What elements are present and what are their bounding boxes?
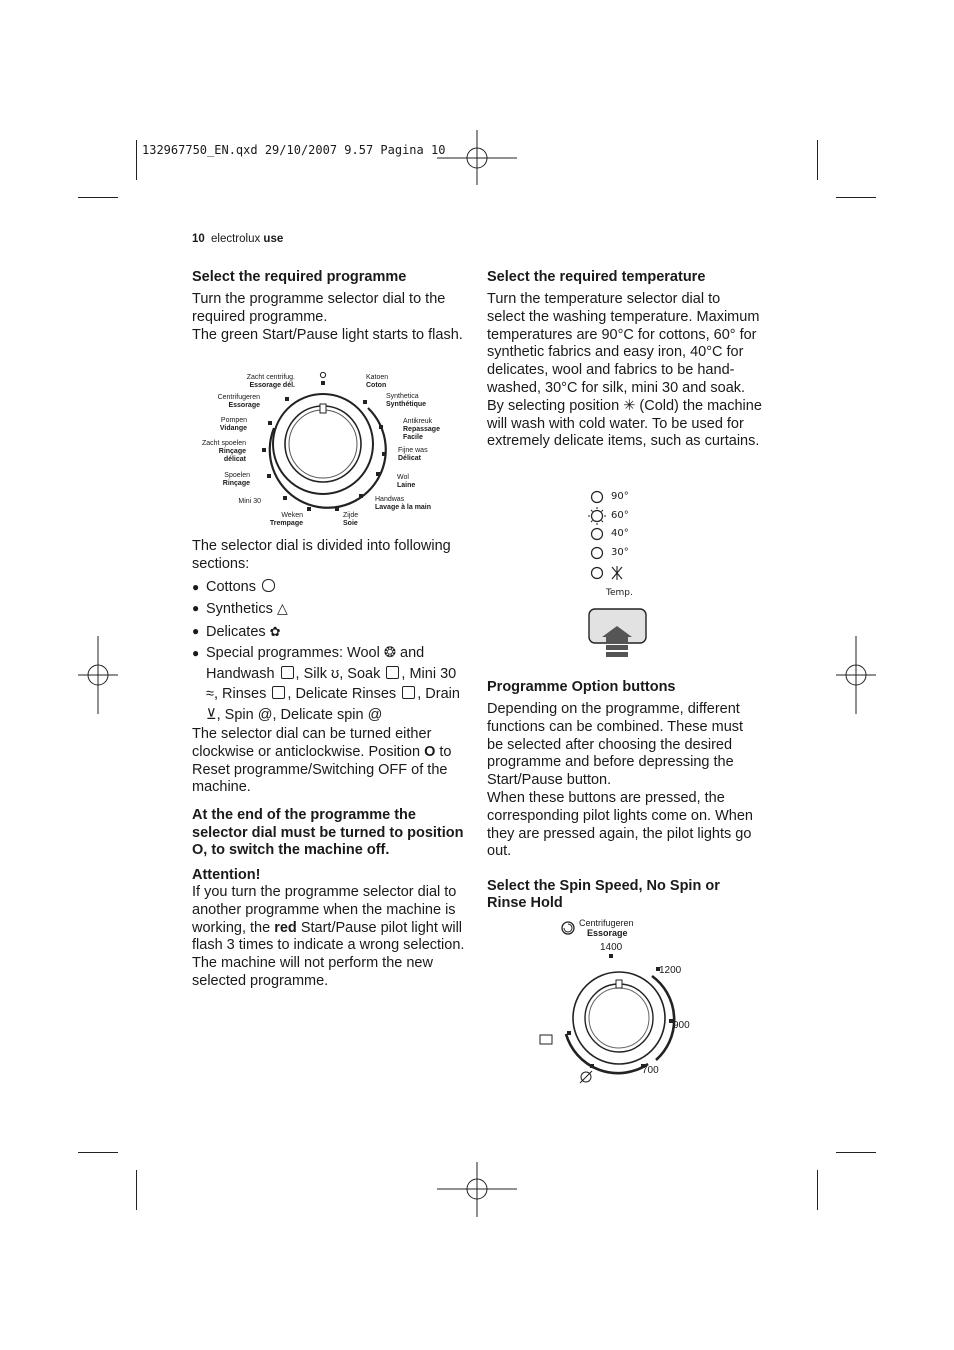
para-programme-line-2: The green Start/Pause light starts to flash. (192, 326, 463, 343)
delicates-icon: ✿ (269, 623, 281, 639)
para-cold: By selecting position ✳ (Cold) the machine will wash with cold water. To be used for extremely delicate items, such as curtains. (487, 397, 762, 450)
heading-select-temperature: Select the required temperature (487, 269, 706, 285)
left-column (192, 269, 467, 344)
synthetics-icon: △ (276, 600, 288, 617)
spin-dial (530, 914, 710, 1089)
crop-mark (78, 197, 118, 198)
dial-label-drain: Pompen Vidange (219, 417, 247, 432)
delicate-rinses-icon (402, 686, 415, 699)
rinses-icon (272, 686, 285, 699)
spin-label-top: Centrifugeren Essorage (579, 918, 634, 938)
left-column-lower (192, 538, 467, 991)
dial-label-wool: Wol Laine (397, 474, 416, 489)
list-item-synthetics: ● Synthetics △ (192, 598, 467, 621)
right-column (487, 269, 762, 451)
crop-mark (136, 140, 137, 180)
spin-speed-900: 900 (673, 1020, 690, 1031)
bold-end-warning: At the end of the programme the selector dial must be turned to position O, to switch the machine off. (192, 807, 464, 859)
spin-speed-700: 700 (642, 1065, 659, 1076)
registration-mark-left (78, 636, 118, 714)
programme-list (192, 577, 467, 726)
section-name: use (263, 233, 284, 245)
crop-mark (136, 1170, 137, 1210)
page-header (192, 233, 283, 245)
brand-name: electrolux (211, 233, 261, 245)
dial-label-easy-iron: Antikreuk Repassage Facile (403, 418, 440, 441)
temp-60: 60° (611, 510, 629, 521)
list-item-cottons: ● Cottons (192, 577, 467, 599)
dial-label-fine-wash: Fijne was Délicat (398, 447, 428, 462)
para-programme-line-1: Turn the programme selector dial to the required programme. (192, 291, 446, 325)
handwash-icon (281, 666, 294, 679)
dial-label-soak: Weken Trempage (269, 512, 303, 527)
dial-label-synthetics: Synthetica Synthétique (386, 393, 427, 408)
crop-mark (836, 1152, 876, 1153)
dial-label-silk: Zijde Soie (343, 512, 359, 527)
spin-dial-figure (530, 914, 710, 1089)
attention-heading: Attention! (192, 867, 261, 884)
registration-mark-right (836, 636, 876, 714)
cotton-icon (262, 579, 275, 592)
dial-label-cotton: Katoen Coton (366, 374, 389, 389)
dial-label-mini30: Mini 30 (238, 498, 261, 505)
dial-label-delicate-rinse: Zacht spoelen Rinçage délicat (202, 440, 246, 463)
para-options-1: Depending on the programme, different functions can be combined. These must be selected after choosing the desired programme and before depressing the Start/Pause button. (487, 701, 744, 789)
silk-icon: ʊ (331, 665, 340, 682)
drain-icon: ⊻ (206, 706, 217, 723)
para-options-2: When these buttons are pressed, the corresponding pilot lights come on. When they are pressed again, the pilot lights go out. (487, 789, 753, 860)
crop-mark (817, 140, 818, 180)
temp-label: Temp. (606, 588, 633, 598)
list-item-special: ● Special programmes: Wool ❂ and Handwash , Silk ʊ, Soak , Mini 30 ≈, Rinses , Delicate Rinses , Drain ⊻, Spin @, Delicate spin @ (192, 643, 467, 725)
delicate-spin-icon: @ (367, 706, 383, 723)
para-temperature: Turn the temperature selector dial to select the washing temperature. Maximum temperatures are 90°C for cottons, 60° for synthetic fabrics and easy iron, 40°C for delicates, wool and fabrics to be hand-washed, 30°C for silk, mini 30 and soak. (487, 291, 760, 396)
temperature-selector (588, 488, 658, 663)
para-sections: The selector dial is divided into following sections: (192, 538, 451, 572)
temp-30: 30° (611, 547, 629, 558)
heading-spin-speed: Select the Spin Speed, No Spin or Rinse Hold (487, 878, 720, 912)
attention-text: If you turn the programme selector dial to another programme when the machine is working, the red Start/Pause pilot light will flash 3 times to indicate a wrong selection. The machine will not perform the new selected programme. (192, 884, 465, 990)
print-header: 132967750_EN.qxd 29/10/2007 9.57 Pagina 10 (142, 143, 446, 157)
dial-label-gentle-spin: Zacht centrifug. Essorage dél. (246, 374, 295, 389)
wool-icon: ❂ (383, 645, 396, 662)
mini30-icon: ≈ (206, 686, 214, 703)
heading-select-programme: Select the required programme (192, 269, 407, 285)
programme-dial-figure (192, 368, 467, 530)
crop-mark (78, 1152, 118, 1153)
temperature-knob-icon[interactable] (588, 608, 648, 660)
dial-label-rinse: Spoelen Rinçage (222, 472, 250, 487)
heading-programme-options: Programme Option buttons (487, 679, 676, 695)
list-item-delicates: ● Delicates ✿ (192, 621, 467, 644)
spin-speed-1400: 1400 (600, 942, 623, 953)
crop-mark (817, 1170, 818, 1210)
dial-label-handwash: Handwas Lavage à la main (375, 496, 432, 511)
para-turn: The selector dial can be turned either clockwise or anticlockwise. Position O to Reset programme/Switching OFF of the machine. (192, 726, 452, 796)
cold-icon: ✳ (623, 397, 636, 414)
registration-mark-top (437, 130, 517, 185)
right-column-options (487, 679, 762, 912)
temp-40: 40° (611, 528, 629, 539)
crop-mark (836, 197, 876, 198)
spin-speed-1200: 1200 (659, 965, 682, 976)
dial-label-spin: Centrifugeren Essorage (217, 394, 260, 409)
para-programme (192, 291, 467, 344)
soak-icon (386, 666, 399, 679)
registration-mark-bottom (437, 1162, 517, 1217)
spin-icon: @ (257, 706, 273, 723)
page-number: 10 (192, 233, 205, 245)
temp-90: 90° (611, 491, 629, 502)
